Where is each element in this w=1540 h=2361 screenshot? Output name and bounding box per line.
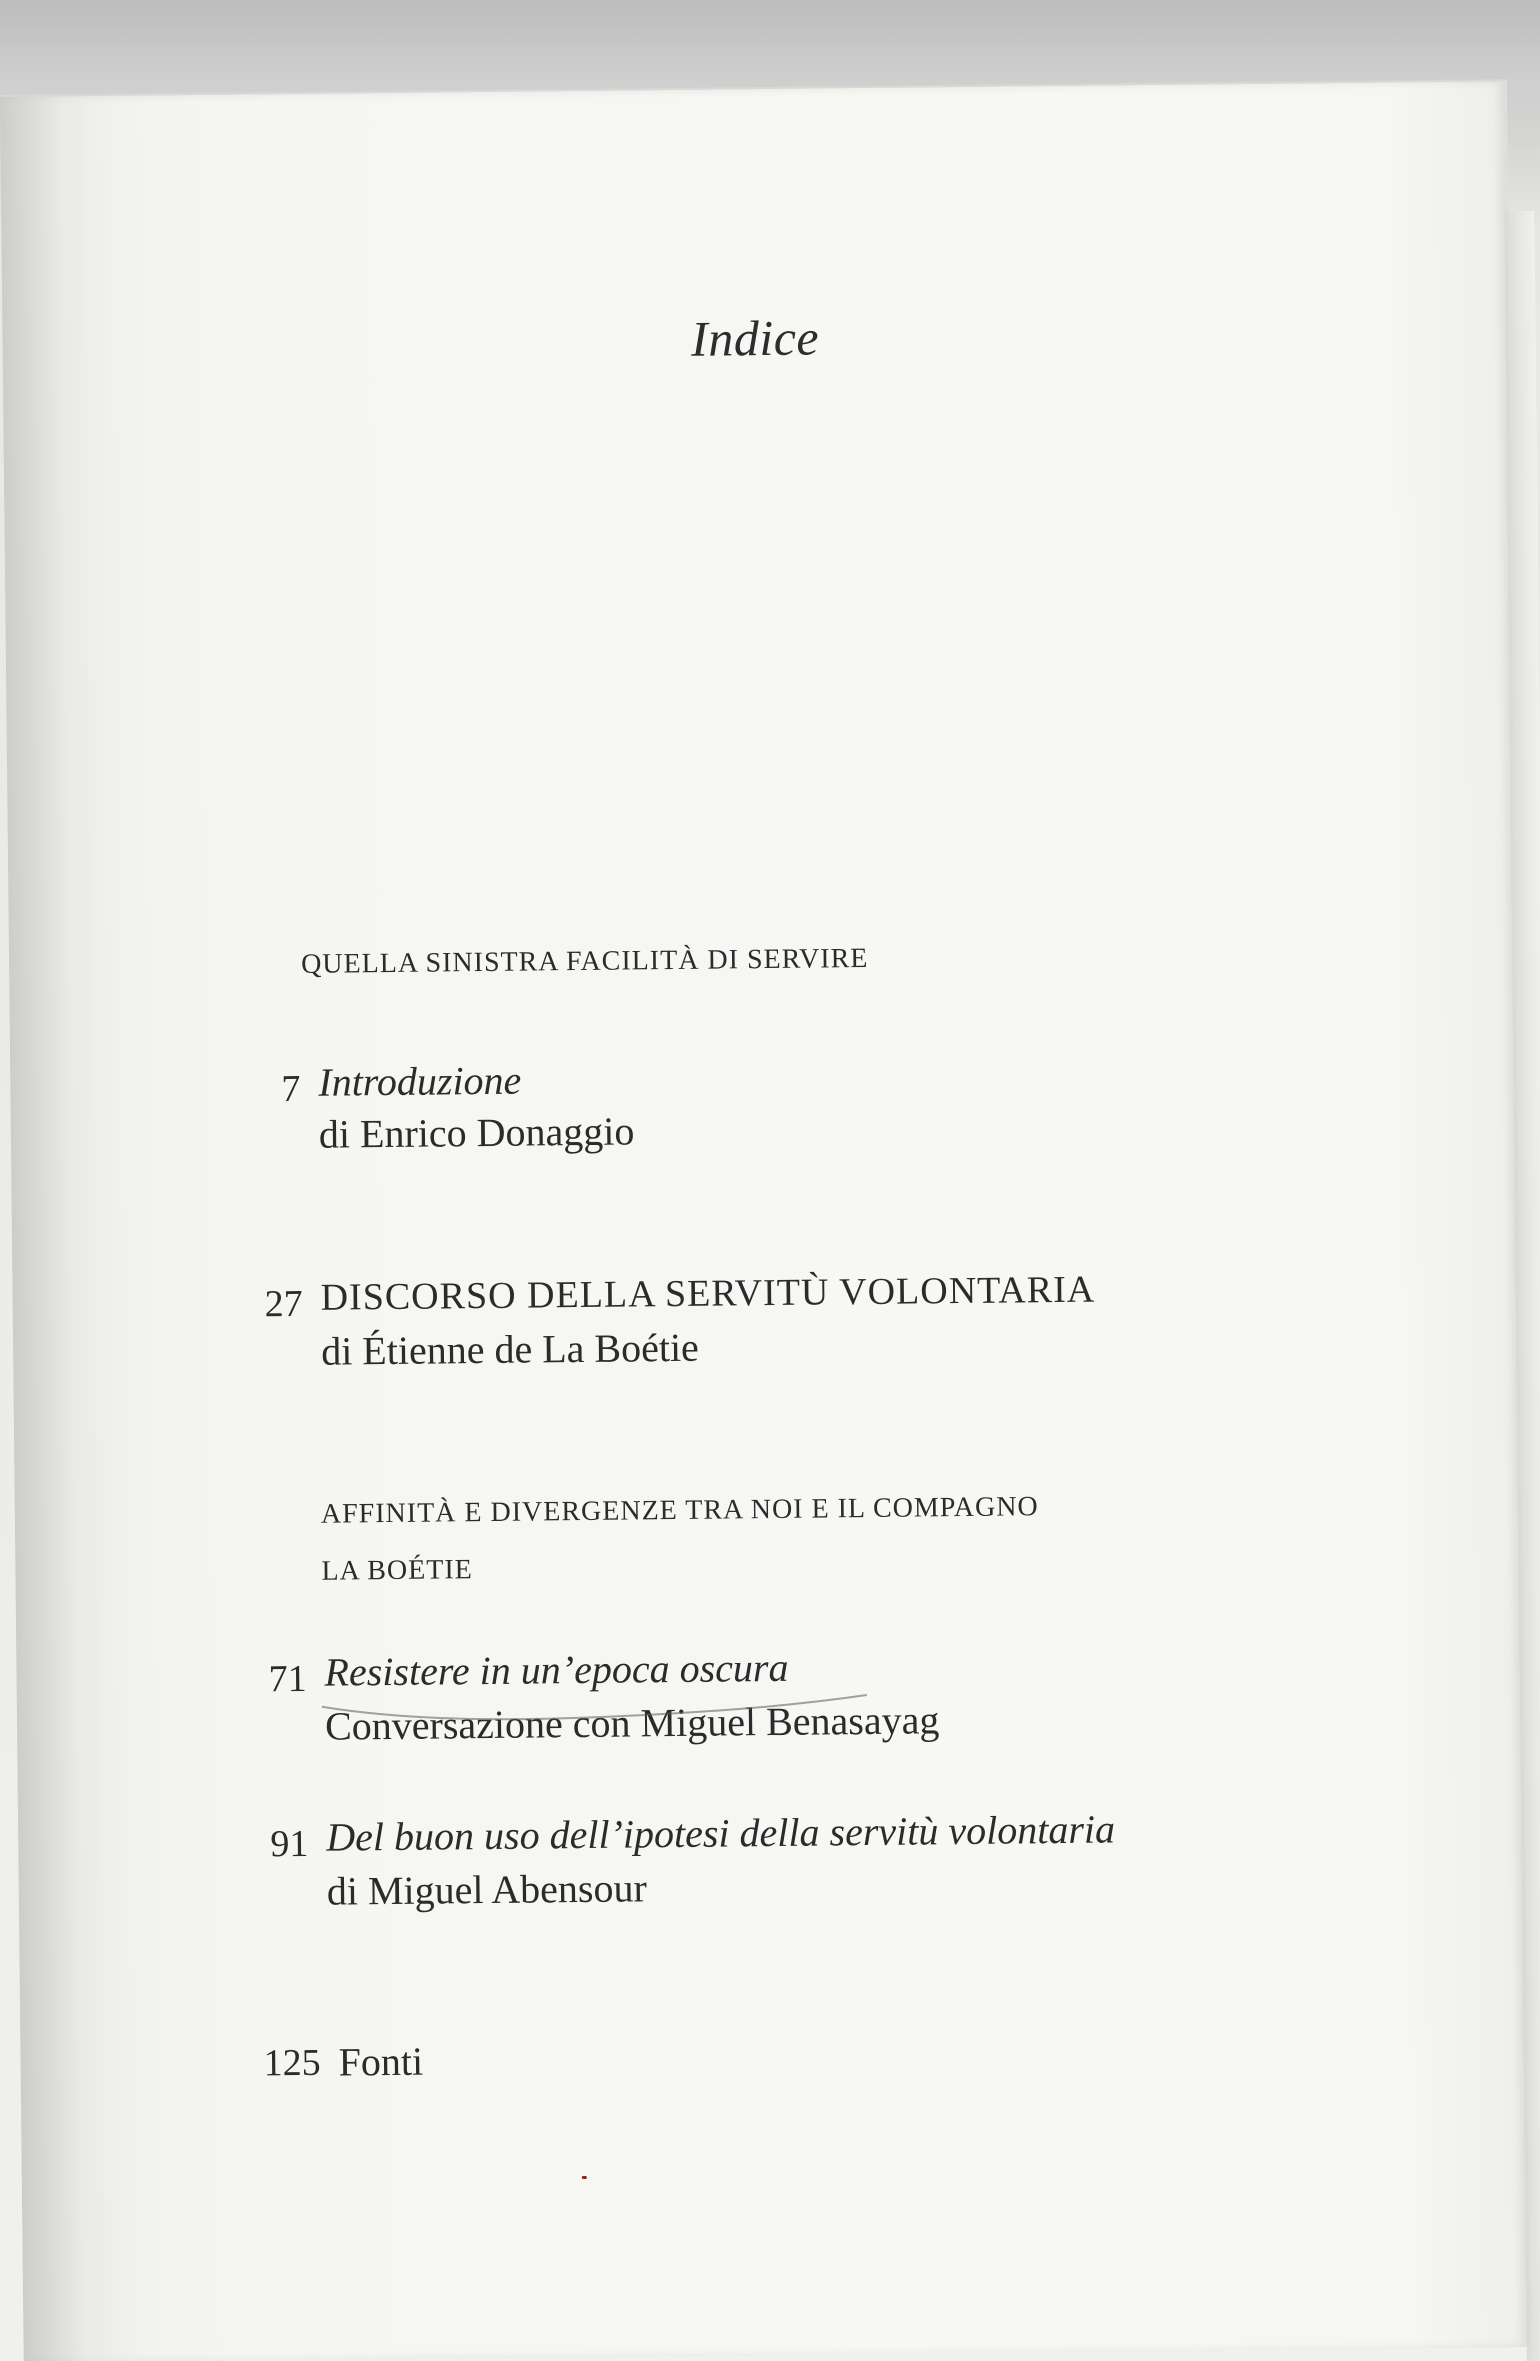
section-heading-1: QUELLA SINISTRA FACILITÀ DI SERVIRE <box>300 942 869 980</box>
entry-author: di Enrico Donaggio <box>318 1108 635 1157</box>
entry-author: di Miguel Abensour <box>326 1865 648 1914</box>
section-heading-2-line-1: AFFINITÀ E DIVERGENZE TRA NOI E IL COMPAGNO <box>320 1491 1039 1530</box>
pencil-underline-mark <box>317 1691 877 1733</box>
toc-entry-resistere <box>216 1638 1316 1749</box>
entry-author: Conversazione con Miguel Benasayag <box>324 1697 940 1749</box>
toc-entry-introduzione <box>210 1048 1310 1157</box>
page-number: 7 <box>281 1067 301 1111</box>
entry-title: Del buon uso dell’ipotesi della servitù volontaria <box>326 1806 1116 1860</box>
red-speck-mark <box>582 2176 587 2179</box>
entry-title: Resistere in un’epoca oscura <box>324 1644 789 1695</box>
page-number: 125 <box>263 2041 321 2085</box>
page-number: 71 <box>268 1657 307 1701</box>
entry-title: DISCORSO DELLA SERVITÙ VOLONTARIA <box>320 1268 1096 1319</box>
page-title: Indice <box>690 309 820 367</box>
toc-entry-discorso <box>212 1263 1312 1374</box>
toc-entry-fonti <box>220 2028 1320 2085</box>
section-heading-2-line-2: LA BOÉTIE <box>321 1554 473 1587</box>
page-number: 91 <box>270 1822 309 1866</box>
toc-entry-del-buon-uso <box>218 1803 1318 1914</box>
book-page <box>0 79 1531 2361</box>
entry-author: di Étienne de La Boétie <box>320 1324 700 1374</box>
entry-title: Introduzione <box>318 1057 522 1105</box>
entry-title: Fonti <box>338 2038 424 2085</box>
table-of-contents <box>0 81 1529 2361</box>
page-number: 27 <box>264 1282 303 1326</box>
